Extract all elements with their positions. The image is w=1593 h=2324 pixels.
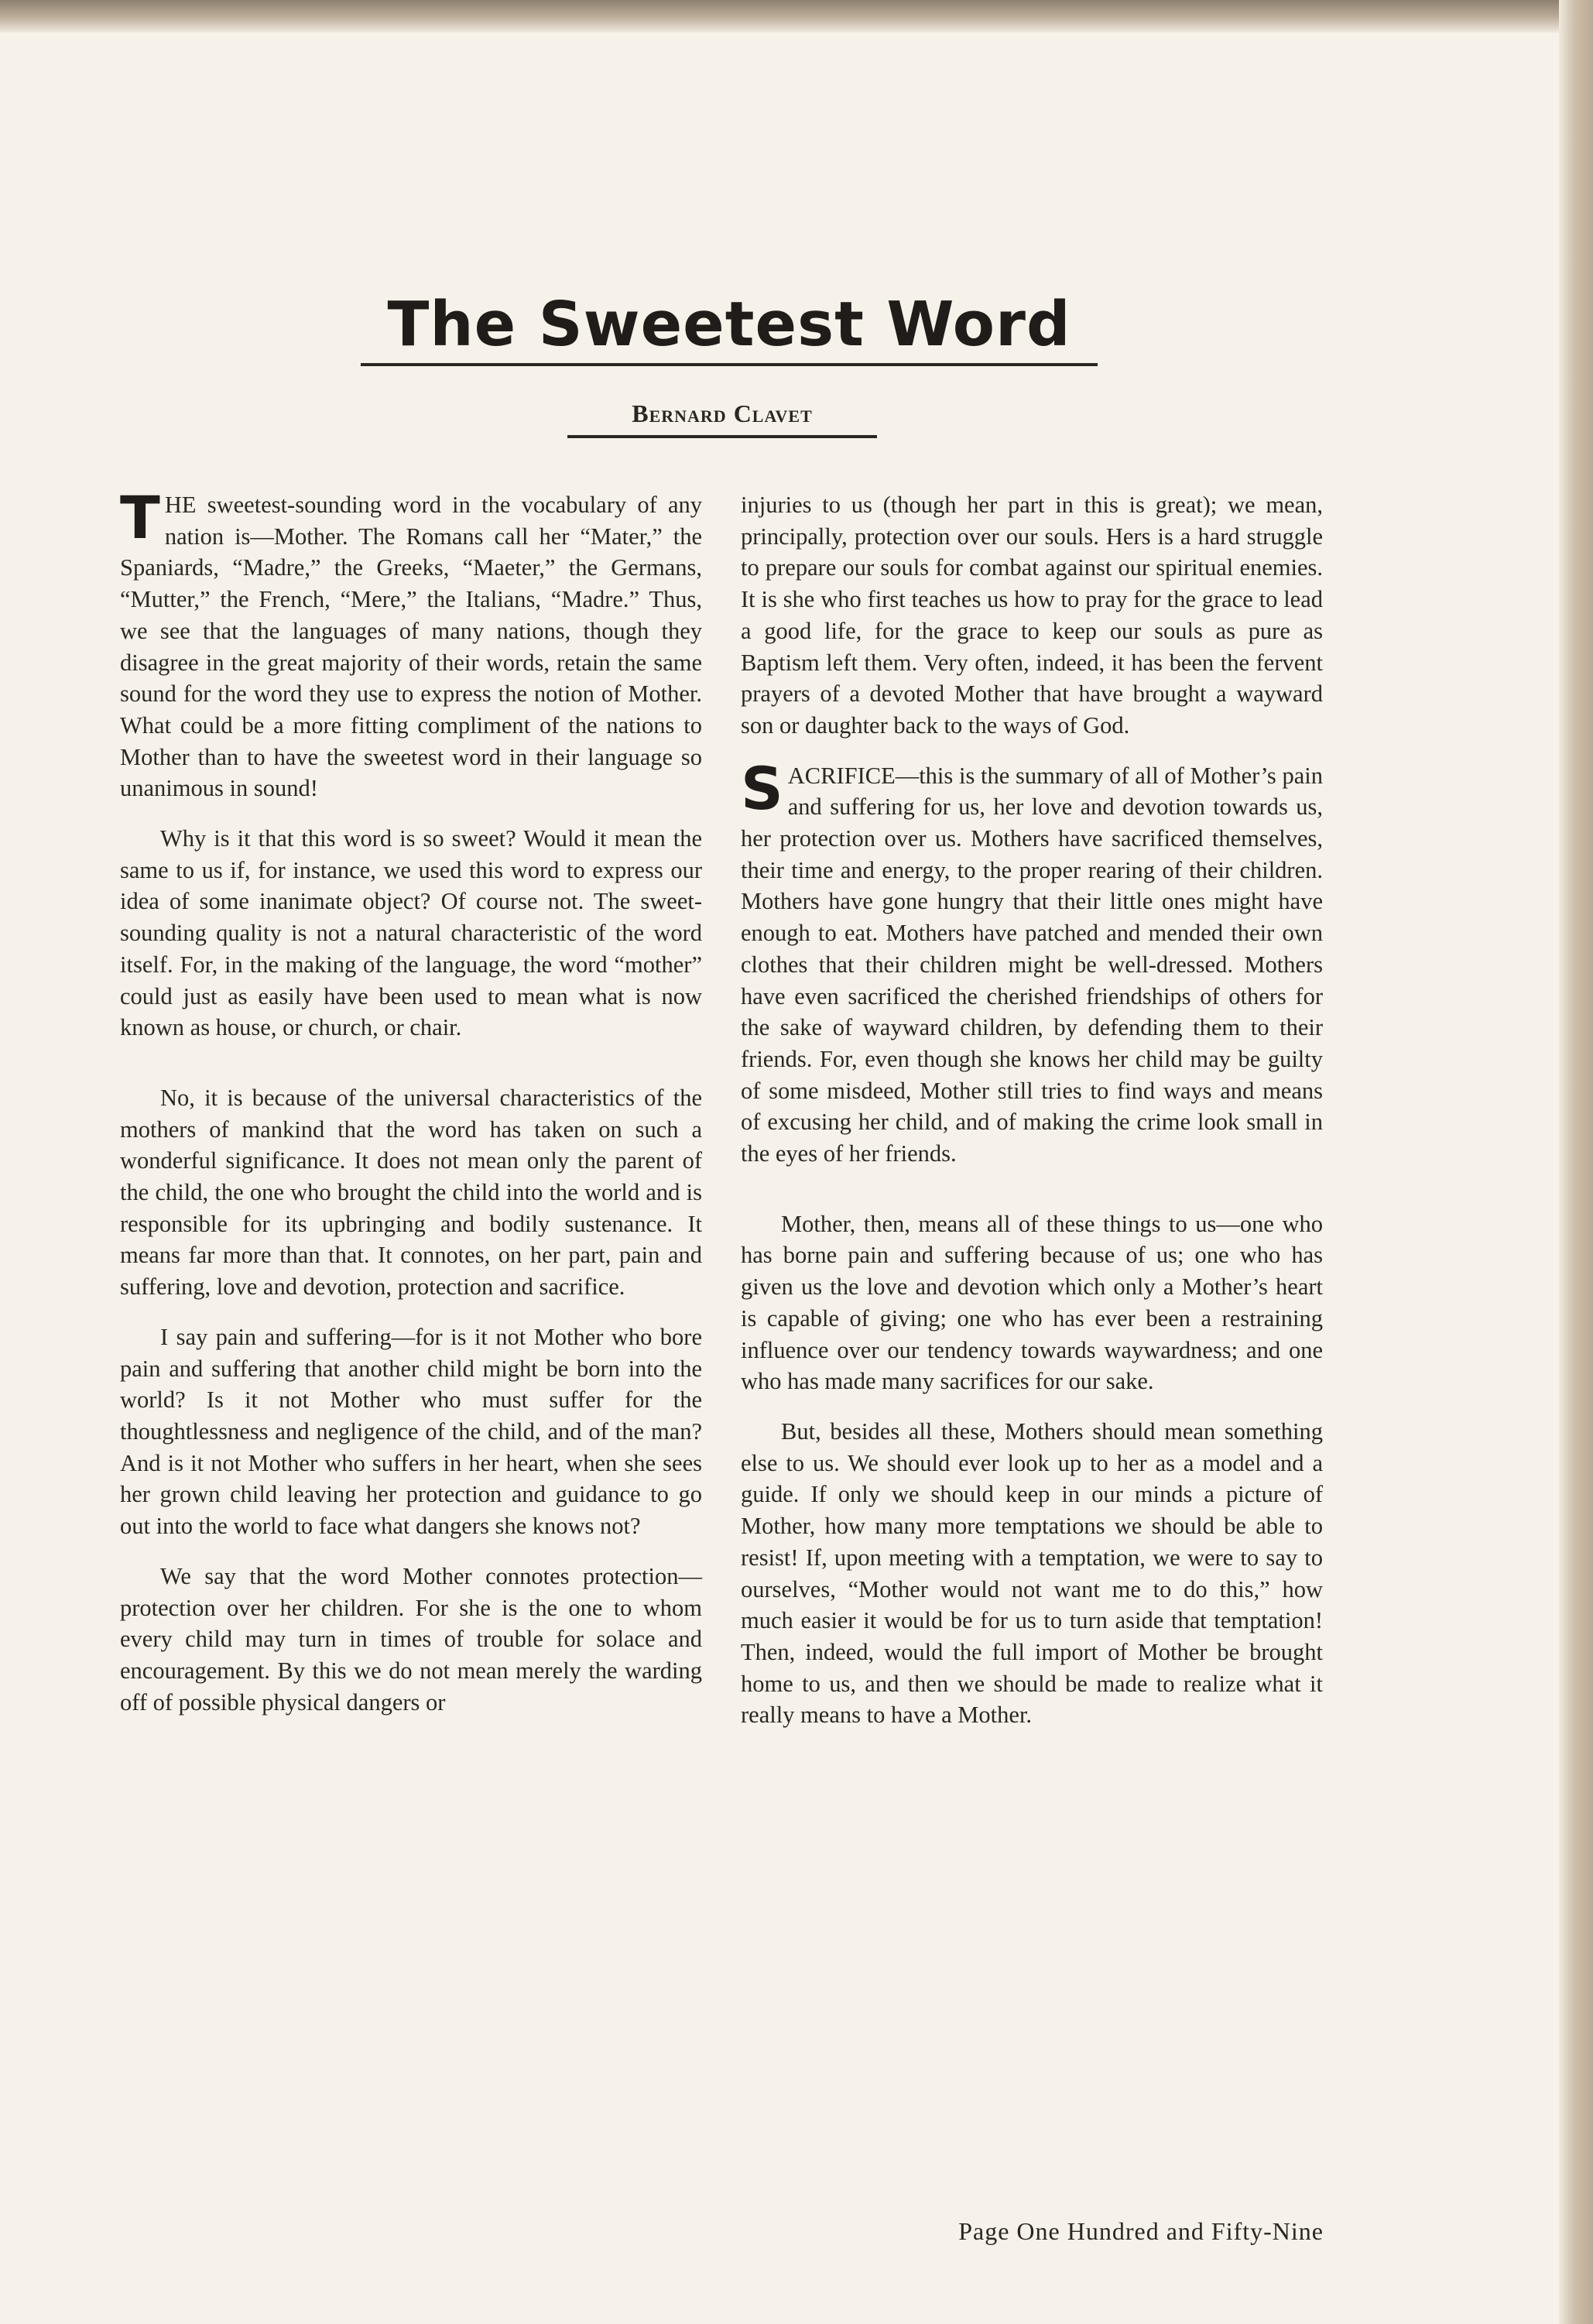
left-column [120, 483, 702, 1718]
paragraph: I say pain and suffering—for is it not Mother who bore pain and suffering that another child might be born into the world? Is it not Mother who must suffer for the thoughtlessness and negligence of the child, and of the man? And is it not Mother who suffers in her heart, when she sees her grown child leaving her protection and guidance to go out into the world to face what dangers she knows not? [120, 1323, 702, 1540]
paragraph: But, besides all these, Mothers should mean something else to us. We should ever look up to her as a model and a guide. If only we should keep in our minds a picture of Mother, how many more temptations we should be able to resist! If, upon meeting with a temptation, we were to say to ourselves, “Mother would not want me to do this,” how much easier it would be for us to turn aside that temptation! Then, indeed, would the full import of Mother be brought home to us, and then we should be made to realize what it really means to have a Mother. [741, 1417, 1323, 1729]
paragraph [120, 483, 702, 804]
paragraph: We say that the word Mother connotes protection—protection over her children. For she is the one to whom every child may turn in times of trouble for solace and encouragement. By this we do not mean merely the warding off of possible physical dangers or [120, 1562, 702, 1716]
drop-cap: T [120, 483, 160, 552]
paragraph: Mother, then, means all of these things to us—one who has borne pain and suffering because of us; one who has given us the love and devotion which only a Mother’s heart is capable of giving; one who has ever been a restraining influence over our tendency towards waywardness; and one who has made many sacrifices for our sake. [741, 1210, 1323, 1395]
paragraph: No, it is because of the universal characteristics of the mothers of mankind that the word has taken on such a wonderful significance. It does not mean only the parent of the child, the one who brought the child into the world and is responsible for its upbringing and bodily sustenance. It means far more than that. It connotes, on her part, pain and suffering, love and devotion, protection and sacrifice. [120, 1084, 702, 1301]
paragraph-text: ACRIFICE—this is the summary of all of Mother’s pain and suffering for us, her love and devotion towards us, her protection over us. Mothers have sacrificed themselves, their time and energy, to the proper rearing of their children. Mothers have gone hungry that their little ones might have enough to eat. Mothers have patched and mended their own clothes that their children might be well-dressed. Mothers have even sacrificed the cherished friendships of others for the sake of wayward children, by defending them to their friends. For, even though she knows her child may be guilty of some misdeed, Mother still tries to find ways and means of excusing her child, and of making the crime look small in the eyes of her friends. [741, 762, 1323, 1167]
page-right-edge [1559, 0, 1593, 2324]
drop-cap: S [741, 753, 783, 823]
article-title: The Sweetest Word [387, 289, 1071, 360]
byline-underline [567, 435, 877, 438]
page-number-footer: Page One Hundred and Fifty-Nine [958, 2217, 1324, 2245]
paragraph-text: HE sweetest-sounding word in the vocabulary of any nation is—Mother. The Romans call her “Mater,” the Spaniards, “Madre,” the Greeks, “Maeter,” the Germans, “Mutter,” the French, “Mere,” the Italians, “Madre.” Thus, we see that the languages of many nations, though they disagree in the great majority of their words, retain the same sound for the word they use to express the notion of Mother. What could be a more fitting compliment of the nations to Mother than to have the sweetest word in their language so unanimous in sound! [120, 492, 702, 802]
paragraph: Why is it that this word is so sweet? Would it mean the same to us if, for instance, we used this word to express our idea of some inanimate object? Of course not. The sweet-sounding quality is not a natural characteristic of the word itself. For, in the making of the language, the word “mother” could just as easily have been used to mean what is now known as house, or church, or chair. [120, 825, 702, 1041]
paragraph: injuries to us (though her part in this is great); we mean, principally, protection over our souls. Hers is a hard struggle to prepare our souls for combat against our spiritual enemies. It is she who first teaches us how to pray for the grace to lead a good life, for the grace to keep our souls as pure as Baptism left them. Very often, indeed, it has been the fervent prayers of a devoted Mother that have brought a wayward son or daughter back to the ways of God. [741, 492, 1323, 739]
page-top-edge [0, 0, 1593, 33]
right-column [741, 489, 1323, 1731]
title-underline [361, 363, 1098, 366]
paragraph [741, 753, 1323, 1170]
author-byline: Bernard Clavet [632, 399, 813, 427]
